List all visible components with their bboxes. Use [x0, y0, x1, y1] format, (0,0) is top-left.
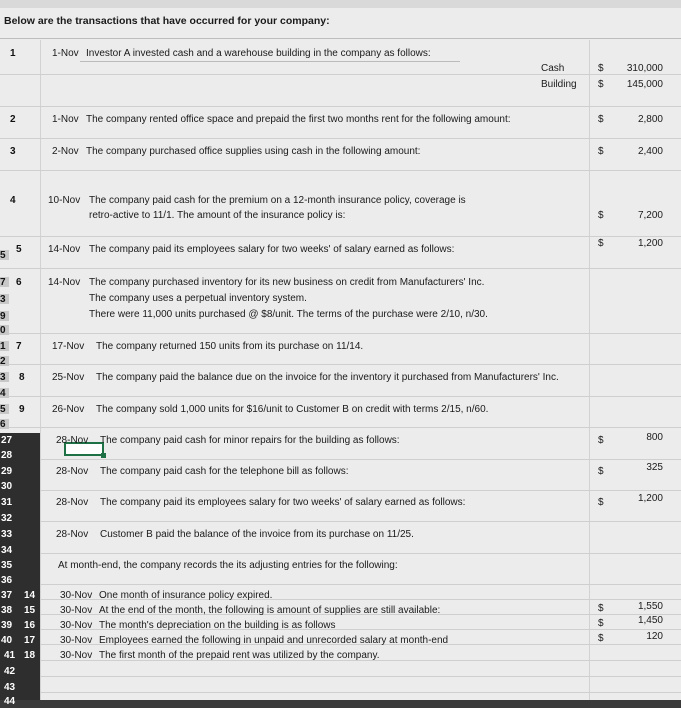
transaction-text: The company sold 1,000 units for $16/unit to Customer B on credit with terms 2/15, n/60. [96, 404, 489, 415]
row-number: 14 [24, 590, 36, 601]
row-header-number: 5 [0, 404, 6, 415]
investment-label: Cash [541, 63, 565, 74]
date: 14-Nov [48, 244, 81, 255]
date: 17-Nov [52, 341, 85, 352]
date: 30-Nov [60, 605, 93, 616]
transaction-text: The company paid cash for the telephone bill as follows: [100, 466, 349, 477]
row-header-number: 9 [0, 311, 6, 322]
grid-col-line [40, 40, 41, 700]
dollar-sign: $ [598, 79, 604, 90]
row-number: 16 [24, 620, 36, 631]
row-header-number[interactable]: 27 [1, 435, 13, 446]
row-header-number: 7 [0, 277, 6, 288]
grid-line [0, 38, 681, 39]
date: 30-Nov [60, 590, 93, 601]
transaction-text: The company purchased office supplies using cash in the following amount: [86, 146, 421, 157]
row-number: 7 [16, 341, 22, 352]
row-header-number: 4 [0, 388, 6, 399]
dollar-sign: $ [598, 238, 604, 249]
amount: 1,550 [637, 601, 663, 612]
amount: 325 [646, 462, 663, 473]
grid-line [0, 584, 681, 585]
grid-line [0, 333, 681, 334]
row-header-number[interactable]: 34 [1, 545, 13, 556]
row-number: 15 [24, 605, 36, 616]
amount: 1,200 [637, 238, 663, 249]
row-header-number[interactable]: 42 [4, 666, 16, 677]
date: 14-Nov [48, 277, 81, 288]
adjustment-text: Employees earned the following in unpaid and unrecorded salary at month-end [99, 635, 449, 646]
grid-line [0, 106, 681, 107]
grid-line [0, 692, 681, 693]
dollar-sign: $ [598, 114, 604, 125]
date: 10-Nov [48, 195, 81, 206]
row-header-number[interactable]: 44 [4, 696, 16, 707]
adjustment-text: One month of insurance policy expired. [99, 590, 273, 601]
row-header-number: 0 [0, 325, 6, 336]
grid-line [0, 268, 681, 269]
row-header-number[interactable]: 41 [4, 650, 16, 661]
row-number: 3 [10, 146, 16, 157]
dollar-sign: $ [598, 497, 604, 508]
row-number: 6 [16, 277, 22, 288]
amount: 7,200 [637, 210, 663, 221]
row-header-number[interactable]: 40 [1, 635, 13, 646]
dollar-sign: $ [598, 63, 604, 74]
transaction-text: Customer B paid the balance of the invoice from its purchase on 11/25. [100, 529, 414, 540]
row-header-number[interactable]: 32 [1, 513, 13, 524]
transaction-text: The company rented office space and prepaid the first two months rent for the following amount: [86, 114, 511, 125]
row-number: 5 [16, 244, 22, 255]
date: 1-Nov [52, 114, 79, 125]
date: 30-Nov [60, 650, 93, 661]
amount: 2,400 [637, 146, 663, 157]
date: 1-Nov [52, 48, 79, 59]
amount: 1,200 [637, 493, 663, 504]
grid-line [0, 396, 681, 397]
grid-line [0, 364, 681, 365]
grid-line [0, 553, 681, 554]
transaction-text: The company paid cash for minor repairs for the building as follows: [100, 435, 400, 446]
adjustment-text: The first month of the prepaid rent was utilized by the company. [99, 650, 380, 661]
transaction-text-line2: The company uses a perpetual inventory system. [89, 293, 307, 304]
row-header-number[interactable]: 36 [1, 575, 13, 586]
text-underline [80, 61, 460, 62]
grid-line [0, 521, 681, 522]
date: 28-Nov [56, 529, 89, 540]
row-number: 1 [10, 48, 16, 59]
date: 28-Nov [56, 497, 89, 508]
row-header-number: 3 [0, 294, 6, 305]
grid-line [0, 676, 681, 677]
date: 25-Nov [52, 372, 85, 383]
transaction-text-line2: retro-active to 11/1. The amount of the insurance policy is: [89, 210, 346, 221]
dollar-sign: $ [598, 435, 604, 446]
date: 26-Nov [52, 404, 85, 415]
amount: 120 [646, 631, 663, 642]
amount: 310,000 [626, 63, 663, 74]
amount: 800 [646, 432, 663, 443]
adjustment-text: At the end of the month, the following is amount of supplies are still available: [99, 605, 441, 616]
transaction-text: The company paid its employees salary for two weeks' of salary earned as follows: [100, 497, 466, 508]
top-strip [0, 0, 681, 8]
row-header-number: 3 [0, 372, 6, 383]
amount: 145,000 [626, 79, 663, 90]
row-number: 4 [10, 195, 16, 206]
transaction-text-line3: There were 11,000 units purchased @ $8/unit. The terms of the purchase were 2/10, n/30. [89, 309, 488, 320]
grid-line [0, 459, 681, 460]
row-header-number[interactable]: 29 [1, 466, 13, 477]
row-header-number: 2 [0, 356, 6, 367]
dollar-sign: $ [598, 466, 604, 477]
fill-handle[interactable] [101, 453, 106, 458]
row-header-number[interactable]: 31 [1, 497, 13, 508]
dollar-sign: $ [598, 210, 604, 221]
amount: 2,800 [637, 114, 663, 125]
row-header-number[interactable]: 43 [4, 682, 16, 693]
date: 28-Nov [56, 466, 89, 477]
date: 28-Nov [56, 435, 89, 446]
row-number: 9 [19, 404, 25, 415]
transaction-text: The company returned 150 units from its purchase on 11/14. [96, 341, 364, 352]
row-number: 2 [10, 114, 16, 125]
row-number: 17 [24, 635, 36, 646]
transaction-text: The company paid cash for the premium on a 12-month insurance policy, coverage is [89, 195, 466, 206]
grid-line [0, 74, 681, 75]
row-header-number: 6 [0, 419, 6, 430]
transaction-text: The company paid its employees salary for two weeks' of salary earned as follows: [89, 244, 455, 255]
grid-line [0, 236, 681, 237]
row-header-number[interactable]: 39 [1, 620, 13, 631]
row-header-number: 1 [0, 341, 6, 352]
row-header-number[interactable]: 35 [1, 560, 13, 571]
dollar-sign: $ [598, 603, 604, 614]
header-text: Below are the transactions that have occurred for your company: [4, 15, 330, 27]
row-number: 8 [19, 372, 25, 383]
transaction-text: Investor A invested cash and a warehouse building in the company as follows: [86, 48, 431, 59]
row-header-number: 5 [0, 250, 6, 261]
grid-col-line [589, 40, 590, 700]
adjusting-header: At month-end, the company records the its adjusting entries for the following: [58, 560, 398, 571]
grid-line [0, 138, 681, 139]
dollar-sign: $ [598, 633, 604, 644]
date: 30-Nov [60, 635, 93, 646]
adjustment-text: The month's depreciation on the building is as follows [99, 620, 336, 631]
row-header-number[interactable]: 28 [1, 450, 13, 461]
amount: 1,450 [637, 615, 663, 626]
dollar-sign: $ [598, 618, 604, 629]
row-header-number[interactable]: 30 [1, 481, 13, 492]
date: 30-Nov [60, 620, 93, 631]
row-header-number[interactable]: 33 [1, 529, 13, 540]
row-number: 18 [24, 650, 36, 661]
grid-line [0, 170, 681, 171]
transaction-text: The company purchased inventory for its new business on credit from Manufacturers' Inc. [89, 277, 485, 288]
grid-line [0, 490, 681, 491]
dollar-sign: $ [598, 146, 604, 157]
investment-label: Building [541, 79, 577, 90]
date: 2-Nov [52, 146, 79, 157]
grid-line [0, 427, 681, 428]
transaction-text: The company paid the balance due on the invoice for the inventory it purchased from Manufacturers' Inc. [96, 372, 559, 383]
row-header-number[interactable]: 38 [1, 605, 13, 616]
row-header-number[interactable]: 37 [1, 590, 13, 601]
